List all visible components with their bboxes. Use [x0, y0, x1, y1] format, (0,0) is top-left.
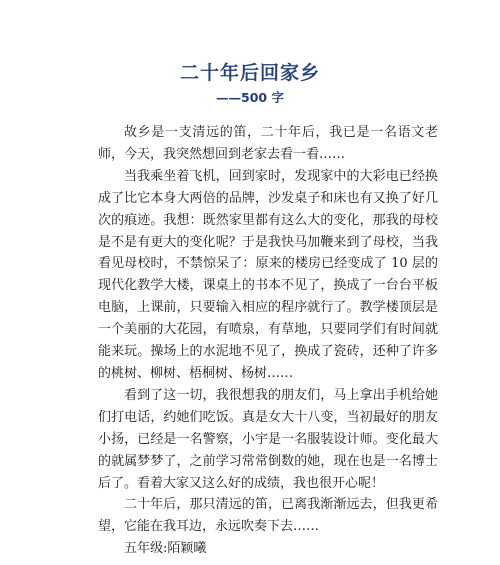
document-body [98, 122, 438, 560]
paragraph-4: 二十年后，那只清远的笛，已离我渐渐远去，但我更希望，它能在我耳边，永远吹奏下去…… [98, 497, 438, 535]
document-title: 二十年后回家乡 [179, 62, 320, 84]
paragraph-3: 看到了这一切，我很想我的朋友们，马上拿出手机给她们打电话，约她们吃饭。真是女大十八变，当初最好的朋友小扬，已经是一名警察，小宇是一名服装设计师。变化最大的就属梦梦了，之前学习常常倒数的她，现在也是一名博士后了。看着大家又这么好的成绩，我也很开心呢！ [98, 387, 438, 491]
paragraph-2: 当我乘坐着飞机，回到家时，发现家中的大彩电已经换成了比它本身大两倍的品牌，沙发桌子和床也有又换了好几次的痕迹。我想：既然家里都有这么大的变化，那我的母校是不是有更大的变化呢？于是我快马加鞭来到了母校，当我看见母校时，不禁惊呆了：原来的楼房已经变成了 10 层的现代化教学大楼，课桌上的书本不见了，换成了一台台平板电脑，上课前，只要输入相应的程序就行了。教学楼顶层是一个美丽的大花园，有喷泉，有草地，只要同学们有时间就能来玩。操场上的水泥地不见了，换成了瓷砖，还种了许多的桃树、柳树、梧桐树、杨树…… [98, 168, 438, 381]
paragraph-1: 故乡是一支清远的笛，二十年后，我已是一名语文老师，今天，我突然想回到老家去看一看…… [98, 125, 438, 162]
document-subtitle: ——500 字 [216, 90, 284, 105]
author-signature: 五年级:陌颖曦 [124, 541, 207, 557]
